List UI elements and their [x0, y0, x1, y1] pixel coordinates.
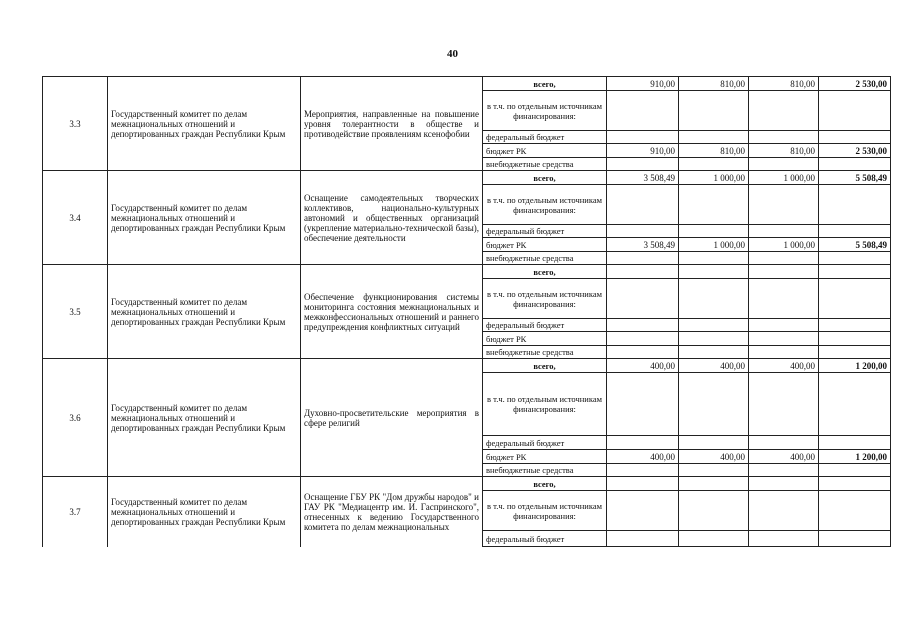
- budget-table-body: [43, 77, 891, 547]
- year-value: [749, 225, 819, 238]
- year-value: [607, 252, 679, 265]
- year-value: 1 000,00: [679, 171, 749, 185]
- budget-table: [42, 76, 891, 547]
- item-number: 3.6: [43, 359, 108, 477]
- year-value: [679, 491, 749, 531]
- year-value: 400,00: [607, 359, 679, 373]
- year-value: [749, 346, 819, 359]
- total-value: [819, 252, 891, 265]
- year-value: [749, 185, 819, 225]
- funding-source-label: в т.ч. по отдельным источникам финансирования:: [483, 279, 607, 319]
- total-value: 5 508,49: [819, 171, 891, 185]
- year-value: 400,00: [749, 359, 819, 373]
- total-value: [819, 225, 891, 238]
- table-row: [43, 77, 891, 91]
- year-value: [679, 332, 749, 346]
- funding-source-label: бюджет РК: [483, 238, 607, 252]
- year-value: [749, 158, 819, 171]
- responsible-organization: Государственный комитет по делам межнациональных отношений и депортированных граждан Республики Крым: [108, 477, 301, 547]
- year-value: [679, 158, 749, 171]
- total-value: 1 200,00: [819, 359, 891, 373]
- funding-source-label: бюджет РК: [483, 144, 607, 158]
- year-value: [607, 319, 679, 332]
- funding-source-label: федеральный бюджет: [483, 531, 607, 547]
- year-value: [607, 373, 679, 436]
- year-value: [607, 225, 679, 238]
- year-value: [679, 185, 749, 225]
- year-value: [749, 477, 819, 491]
- item-number: 3.7: [43, 477, 108, 547]
- year-value: 1 000,00: [679, 238, 749, 252]
- funding-source-label: внебюджетные средства: [483, 464, 607, 477]
- funding-source-label: внебюджетные средства: [483, 252, 607, 265]
- year-value: [607, 477, 679, 491]
- total-value: [819, 158, 891, 171]
- year-value: [607, 346, 679, 359]
- year-value: 3 508,49: [607, 171, 679, 185]
- year-value: [607, 158, 679, 171]
- year-value: [679, 319, 749, 332]
- year-value: 810,00: [679, 77, 749, 91]
- item-number: 3.3: [43, 77, 108, 171]
- total-value: [819, 436, 891, 450]
- year-value: [749, 91, 819, 131]
- year-value: [749, 491, 819, 531]
- table-row: [43, 477, 891, 491]
- year-value: [749, 531, 819, 547]
- year-value: [607, 436, 679, 450]
- page-number: 40: [447, 48, 458, 60]
- total-value: [819, 346, 891, 359]
- total-value: 1 200,00: [819, 450, 891, 464]
- funding-source-label: федеральный бюджет: [483, 319, 607, 332]
- funding-source-label: внебюджетные средства: [483, 158, 607, 171]
- table-row: [43, 171, 891, 185]
- funding-source-label: в т.ч. по отдельным источникам финансирования:: [483, 91, 607, 131]
- funding-source-label: всего,: [483, 477, 607, 491]
- year-value: [679, 346, 749, 359]
- year-value: [749, 252, 819, 265]
- total-value: [819, 332, 891, 346]
- year-value: [679, 131, 749, 144]
- year-value: 810,00: [679, 144, 749, 158]
- total-value: [819, 319, 891, 332]
- funding-source-label: бюджет РК: [483, 332, 607, 346]
- year-value: [607, 332, 679, 346]
- year-value: 810,00: [749, 77, 819, 91]
- table-row: [43, 265, 891, 279]
- total-value: 2 530,00: [819, 77, 891, 91]
- item-number: 3.5: [43, 265, 108, 359]
- responsible-organization: Государственный комитет по делам межнациональных отношений и депортированных граждан Республики Крым: [108, 359, 301, 477]
- measure-description: Оснащение ГБУ РК "Дом дружбы народов" и ГАУ РК "Медиацентр им. И. Гаспринского", отнесенных к ведению Государственного комитета по делам межнациональных: [301, 477, 483, 547]
- year-value: [679, 477, 749, 491]
- total-value: [819, 531, 891, 547]
- funding-source-label: внебюджетные средства: [483, 346, 607, 359]
- responsible-organization: Государственный комитет по делам межнациональных отношений и депортированных граждан Республики Крым: [108, 171, 301, 265]
- year-value: 1 000,00: [749, 171, 819, 185]
- year-value: [749, 464, 819, 477]
- funding-source-label: в т.ч. по отдельным источникам финансирования:: [483, 373, 607, 436]
- responsible-organization: Государственный комитет по делам межнациональных отношений и депортированных граждан Республики Крым: [108, 77, 301, 171]
- year-value: [749, 279, 819, 319]
- year-value: 400,00: [679, 450, 749, 464]
- year-value: [679, 225, 749, 238]
- item-number: 3.4: [43, 171, 108, 265]
- total-value: [819, 279, 891, 319]
- year-value: [679, 279, 749, 319]
- year-value: 910,00: [607, 77, 679, 91]
- year-value: [749, 131, 819, 144]
- table-row: [43, 359, 891, 373]
- funding-source-label: всего,: [483, 265, 607, 279]
- year-value: 400,00: [679, 359, 749, 373]
- funding-source-label: федеральный бюджет: [483, 225, 607, 238]
- year-value: [679, 265, 749, 279]
- total-value: [819, 185, 891, 225]
- funding-source-label: федеральный бюджет: [483, 131, 607, 144]
- funding-source-label: в т.ч. по отдельным источникам финансирования:: [483, 185, 607, 225]
- funding-source-label: всего,: [483, 171, 607, 185]
- funding-source-label: всего,: [483, 77, 607, 91]
- year-value: 910,00: [607, 144, 679, 158]
- year-value: [607, 531, 679, 547]
- year-value: [607, 279, 679, 319]
- funding-source-label: бюджет РК: [483, 450, 607, 464]
- total-value: [819, 91, 891, 131]
- year-value: [607, 91, 679, 131]
- year-value: [607, 131, 679, 144]
- funding-source-label: в т.ч. по отдельным источникам финансирования:: [483, 491, 607, 531]
- year-value: [679, 531, 749, 547]
- year-value: [749, 436, 819, 450]
- year-value: 810,00: [749, 144, 819, 158]
- year-value: [679, 436, 749, 450]
- total-value: 5 508,49: [819, 238, 891, 252]
- funding-source-label: федеральный бюджет: [483, 436, 607, 450]
- year-value: 400,00: [607, 450, 679, 464]
- year-value: [749, 265, 819, 279]
- year-value: [607, 491, 679, 531]
- year-value: [679, 91, 749, 131]
- year-value: [679, 252, 749, 265]
- funding-source-label: всего,: [483, 359, 607, 373]
- year-value: [679, 464, 749, 477]
- total-value: [819, 373, 891, 436]
- year-value: 400,00: [749, 450, 819, 464]
- total-value: [819, 265, 891, 279]
- year-value: [607, 464, 679, 477]
- total-value: [819, 477, 891, 491]
- year-value: [749, 319, 819, 332]
- measure-description: Оснащение самодеятельных творческих коллективов, национально-культурных автономий и общественных организаций (укрепление материально-технической базы), обеспечение деятельности: [301, 171, 483, 265]
- year-value: 3 508,49: [607, 238, 679, 252]
- measure-description: Мероприятия, направленные на повышение уровня толерантности в обществе и противодействие проявлениям ксенофобии: [301, 77, 483, 171]
- total-value: [819, 491, 891, 531]
- year-value: [607, 185, 679, 225]
- measure-description: Обеспечение функционирования системы мониторинга состояния межнациональных и межконфессиональных отношений и раннего предупреждения конфликтных ситуаций: [301, 265, 483, 359]
- year-value: [679, 373, 749, 436]
- year-value: [749, 332, 819, 346]
- total-value: [819, 131, 891, 144]
- responsible-organization: Государственный комитет по делам межнациональных отношений и депортированных граждан Республики Крым: [108, 265, 301, 359]
- year-value: 1 000,00: [749, 238, 819, 252]
- measure-description: Духовно-просветительские мероприятия в сфере религий: [301, 359, 483, 477]
- total-value: 2 530,00: [819, 144, 891, 158]
- total-value: [819, 464, 891, 477]
- year-value: [749, 373, 819, 436]
- year-value: [607, 265, 679, 279]
